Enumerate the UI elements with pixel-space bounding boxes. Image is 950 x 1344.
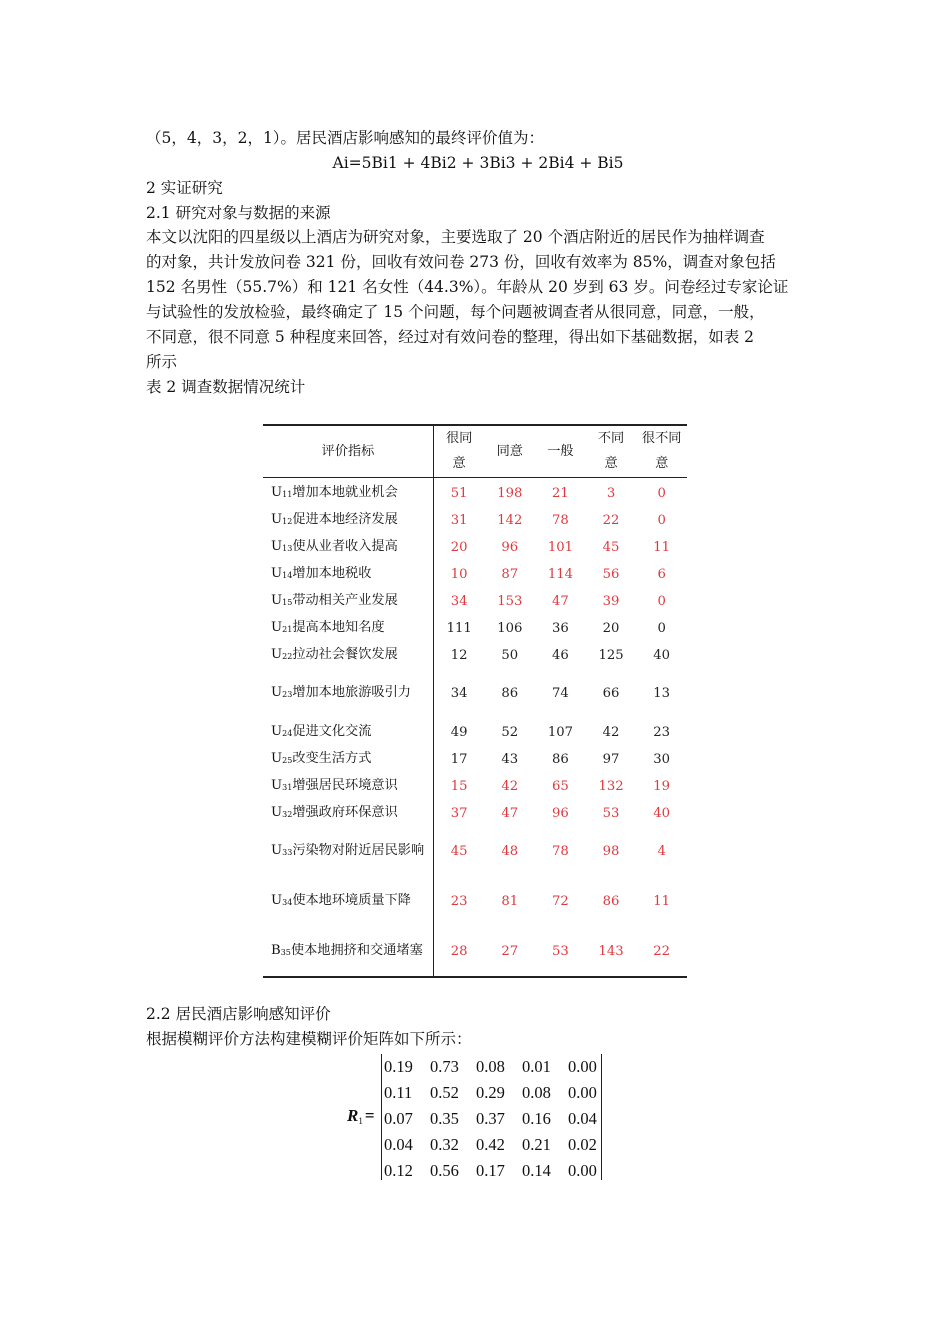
indicator-label: 拉动社会餐饮发展 [292, 646, 398, 662]
value-cell: 37 [450, 805, 468, 821]
table-row [263, 877, 687, 927]
indicator-label: 使本地环境质量下降 [292, 893, 411, 908]
value-cell: 107 [547, 724, 573, 740]
matrix-intro: 根据模糊评价方法构建模糊评价矩阵如下所示： [146, 1030, 472, 1048]
value-cell: 49 [450, 724, 468, 740]
indicator-subscript: 15 [282, 597, 293, 607]
value-cell: 0 [657, 620, 666, 636]
value-cell: 36 [552, 620, 569, 636]
header-text-line: 一般 [547, 443, 574, 459]
indicator-label: 带动相关产业发展 [292, 592, 398, 608]
value-cell: 86 [501, 686, 519, 701]
value-cell: 52 [501, 724, 519, 740]
matrix-cell: 0.29 [476, 1083, 505, 1102]
indicator-cell [263, 561, 433, 588]
fuzzy-evaluation-matrix [343, 1050, 643, 1182]
matrix-cell: 0.02 [568, 1135, 597, 1154]
value-cell: 12 [450, 647, 468, 663]
value-cell: 34 [450, 593, 468, 609]
indicator-subscript: 14 [282, 570, 293, 580]
value-cell: 45 [602, 539, 620, 555]
matrix-cell: 0.04 [384, 1135, 413, 1154]
formula: Ai=5Bi1 + 4Bi2 + 3Bi3 + 2Bi4 + Bi5 [332, 154, 624, 172]
indicator-subscript: 33 [282, 848, 293, 857]
value-cell: 81 [501, 894, 519, 909]
indicator-subscript: 11 [282, 489, 293, 499]
matrix-cell: 0.01 [522, 1057, 551, 1076]
value-cell: 143 [598, 943, 624, 959]
matrix-cell: 0.42 [476, 1135, 505, 1154]
indicator-cell [263, 669, 433, 719]
header-text-line: 评价指标 [321, 443, 375, 459]
indicator-label: 增强政府环保意识 [292, 804, 398, 820]
indicator-cell [263, 719, 433, 746]
indicator-subscript: 21 [282, 624, 293, 634]
indicator-code: U [271, 777, 283, 793]
matrix-cell: 0.00 [568, 1161, 597, 1180]
indicator-code: U [271, 723, 283, 739]
value-cell: 39 [602, 593, 620, 609]
table-row [263, 669, 687, 719]
indicator-subscript: 34 [282, 898, 293, 907]
indicator-label: 增加本地税收 [292, 565, 372, 581]
matrix-symbol: R [347, 1106, 359, 1125]
value-cell: 111 [446, 620, 472, 636]
value-cell: 78 [552, 512, 569, 528]
value-cell: 0 [657, 485, 666, 501]
indicator-code: U [271, 511, 283, 527]
value-cell: 4 [657, 844, 666, 859]
indicator-code: U [271, 804, 283, 820]
value-cell: 86 [552, 751, 569, 767]
survey-data-table [263, 424, 687, 978]
indicator-cell [263, 642, 433, 669]
indicator-label: 提高本地知名度 [292, 619, 385, 635]
intro-line: （5，4，3，2，1）。居民酒店影响感知的最终评价值为： [146, 129, 545, 147]
paragraph-line: 所示 [146, 353, 178, 371]
table-row [263, 534, 687, 561]
section-heading-2-1: 2.1 研究对象与数据的来源 [146, 204, 331, 222]
header-text-line: 不同 [597, 431, 625, 447]
indicator-subscript: 13 [282, 543, 293, 553]
indicator-code: U [271, 646, 283, 662]
value-cell: 42 [501, 778, 519, 794]
matrix-row [384, 1158, 614, 1184]
matrix-row [384, 1106, 614, 1132]
value-cell: 47 [552, 593, 569, 609]
indicator-label: 增加本地旅游吸引力 [292, 685, 411, 700]
value-cell: 43 [501, 751, 519, 767]
indicator-cell [263, 773, 433, 800]
value-cell: 11 [653, 539, 671, 555]
value-cell: 3 [606, 485, 616, 501]
indicator-code: U [271, 565, 283, 581]
value-cell: 34 [450, 686, 468, 701]
indicator-cell [263, 877, 433, 927]
value-cell: 42 [602, 724, 620, 740]
value-cell: 53 [602, 805, 620, 821]
header-text-line: 意 [452, 456, 466, 472]
header-text-line: 同意 [496, 443, 523, 459]
indicator-cell [263, 827, 433, 877]
value-cell: 0 [657, 512, 666, 528]
matrix-cell: 0.17 [476, 1161, 505, 1180]
header-level-3 [535, 425, 586, 477]
indicator-code: U [271, 685, 283, 700]
indicator-subscript: 32 [282, 809, 293, 819]
matrix-equals: = [364, 1106, 375, 1125]
value-cell: 15 [450, 778, 468, 794]
indicator-cell [263, 507, 433, 534]
matrix-cell: 0.19 [384, 1057, 413, 1076]
value-cell: 198 [497, 485, 523, 501]
value-cell: 87 [501, 566, 519, 582]
table-row [263, 507, 687, 534]
value-cell: 23 [653, 724, 671, 740]
value-cell: 96 [552, 805, 569, 821]
value-cell: 50 [501, 647, 519, 663]
matrix-cell: 0.00 [568, 1083, 597, 1102]
indicator-subscript: 35 [280, 947, 291, 957]
indicator-subscript: 24 [282, 728, 293, 738]
matrix-cell: 0.52 [430, 1083, 459, 1102]
value-cell: 45 [450, 844, 468, 859]
value-cell: 40 [653, 805, 671, 821]
table-body [263, 477, 687, 977]
value-cell: 11 [653, 894, 671, 909]
indicator-code: U [271, 893, 283, 908]
matrix-cell: 0.37 [476, 1109, 505, 1128]
indicator-cell [263, 927, 433, 977]
value-cell: 56 [602, 566, 620, 582]
matrix-cell: 0.35 [430, 1109, 459, 1128]
indicator-code: U [271, 484, 283, 500]
indicator-cell [263, 746, 433, 773]
matrix-cell: 0.14 [522, 1161, 551, 1180]
indicator-label: 改变生活方式 [292, 750, 372, 766]
indicator-code: U [271, 592, 283, 608]
value-cell: 48 [501, 844, 519, 859]
indicator-subscript: 22 [282, 651, 293, 661]
indicator-label: 促进本地经济发展 [292, 511, 398, 527]
table-row [263, 588, 687, 615]
header-text-line: 很同 [445, 431, 473, 447]
value-cell: 46 [552, 647, 569, 663]
indicator-code: U [271, 750, 283, 766]
header-level-1 [433, 425, 484, 477]
matrix-cell: 0.08 [476, 1057, 505, 1076]
value-cell: 40 [653, 647, 671, 663]
section-heading-2-2: 2.2 居民酒店影响感知评价 [146, 1005, 331, 1023]
header-text-line: 很不同 [641, 431, 682, 447]
matrix-cell: 0.16 [522, 1109, 551, 1128]
value-cell: 78 [552, 844, 569, 859]
value-cell: 30 [653, 751, 671, 767]
value-cell: 53 [552, 943, 569, 959]
value-cell: 23 [450, 894, 468, 909]
table-row [263, 642, 687, 669]
value-cell: 19 [653, 778, 671, 794]
matrix-cell: 0.11 [384, 1083, 413, 1102]
value-cell: 31 [450, 512, 468, 528]
matrix-cell: 0.12 [384, 1161, 413, 1180]
value-cell: 21 [552, 485, 569, 501]
indicator-code: U [271, 619, 283, 635]
table-row [263, 719, 687, 746]
indicator-code: U [271, 843, 283, 858]
value-cell: 66 [602, 686, 620, 701]
matrix-cell: 0.04 [568, 1109, 597, 1128]
value-cell: 20 [602, 620, 620, 636]
indicator-subscript: 25 [282, 755, 293, 765]
indicator-subscript: 12 [282, 516, 293, 526]
paragraph-line: 与试验性的发放检验，最终确定了 15 个问题，每个问题被调查者从很同意，同意，一般， [146, 303, 765, 321]
matrix-cell: 0.73 [430, 1057, 459, 1076]
value-cell: 47 [501, 805, 519, 821]
table-row [263, 773, 687, 800]
paragraph-line: 152 名男性（55.7%）和 121 名女性（44.3%）。年龄从 20 岁到 63 岁。问卷经过专家论证 [146, 278, 789, 296]
value-cell: 13 [653, 686, 671, 701]
indicator-subscript: 31 [282, 782, 293, 792]
header-text-line: 意 [604, 456, 618, 472]
value-cell: 28 [450, 943, 468, 959]
table-row [263, 927, 687, 977]
value-cell: 86 [602, 894, 620, 909]
indicator-cell [263, 534, 433, 561]
table-row [263, 477, 687, 507]
value-cell: 132 [598, 778, 624, 794]
matrix-row [384, 1054, 614, 1080]
matrix-cell: 0.56 [430, 1161, 459, 1180]
value-cell: 74 [552, 686, 569, 701]
header-indicator [263, 425, 433, 477]
table-header-row [263, 425, 687, 477]
indicator-code: U [271, 538, 283, 554]
value-cell: 10 [450, 566, 468, 582]
table-row [263, 800, 687, 827]
indicator-cell [263, 800, 433, 827]
matrix-cell: 0.00 [568, 1057, 597, 1076]
value-cell: 142 [497, 512, 523, 528]
indicator-label: 污染物对附近居民影响 [292, 843, 425, 858]
value-cell: 101 [547, 539, 573, 555]
matrix-label [347, 1106, 375, 1126]
matrix-row [384, 1080, 614, 1106]
paragraph-line: 不同意，很不同意 5 种程度来回答，经过对有效问卷的整理，得出如下基础数据，如表 2 [146, 328, 755, 346]
matrix-cell: 0.21 [522, 1135, 551, 1154]
header-level-4 [586, 425, 637, 477]
value-cell: 98 [602, 844, 620, 859]
matrix-left-bar [381, 1054, 382, 1180]
header-level-5 [636, 425, 687, 477]
indicator-label: 使从业者收入提高 [292, 538, 398, 554]
value-cell: 20 [450, 539, 468, 555]
matrix-row [384, 1132, 614, 1158]
indicator-label: 增强居民环境意识 [292, 777, 398, 793]
value-cell: 125 [598, 647, 624, 663]
value-cell: 114 [547, 566, 573, 582]
value-cell: 51 [450, 485, 468, 501]
value-cell: 96 [501, 539, 519, 555]
indicator-label: 使本地拥挤和交通堵塞 [290, 942, 423, 958]
indicator-label: 增加本地就业机会 [292, 484, 398, 500]
matrix-cell: 0.07 [384, 1109, 413, 1128]
value-cell: 17 [450, 751, 468, 767]
matrix-cell: 0.32 [430, 1135, 459, 1154]
table-row [263, 561, 687, 588]
value-cell: 72 [552, 894, 569, 909]
value-cell: 106 [497, 620, 523, 636]
value-cell: 65 [552, 778, 569, 794]
value-cell: 22 [602, 512, 620, 528]
header-level-2 [484, 425, 535, 477]
paragraph-line: 本文以沈阳的四星级以上酒店为研究对象，主要选取了 20 个酒店附近的居民作为抽样调查 [146, 228, 765, 246]
body-paragraph [146, 225, 810, 375]
indicator-cell [263, 477, 433, 507]
indicator-cell [263, 615, 433, 642]
matrix-subscript: 1 [358, 1116, 363, 1126]
table-caption: 表 2 调查数据情况统计 [146, 378, 306, 396]
indicator-label: 促进文化交流 [292, 723, 372, 739]
value-cell: 0 [657, 593, 666, 609]
value-cell: 153 [497, 593, 523, 609]
indicator-subscript: 23 [282, 690, 293, 699]
value-cell: 22 [653, 943, 671, 959]
section-heading-2: 2 实证研究 [146, 179, 223, 197]
header-text-line: 意 [655, 456, 669, 472]
indicator-cell [263, 588, 433, 615]
value-cell: 97 [602, 751, 620, 767]
value-cell: 6 [657, 566, 666, 582]
matrix-cell: 0.08 [522, 1083, 551, 1102]
table-row [263, 615, 687, 642]
paragraph-line: 的对象，共计发放问卷 321 份，回收有效问卷 273 份，回收有效率为 85%，调查对象包括 [146, 253, 776, 271]
table-row [263, 746, 687, 773]
table-row [263, 827, 687, 877]
indicator-code: B [271, 942, 281, 958]
value-cell: 27 [501, 943, 519, 959]
